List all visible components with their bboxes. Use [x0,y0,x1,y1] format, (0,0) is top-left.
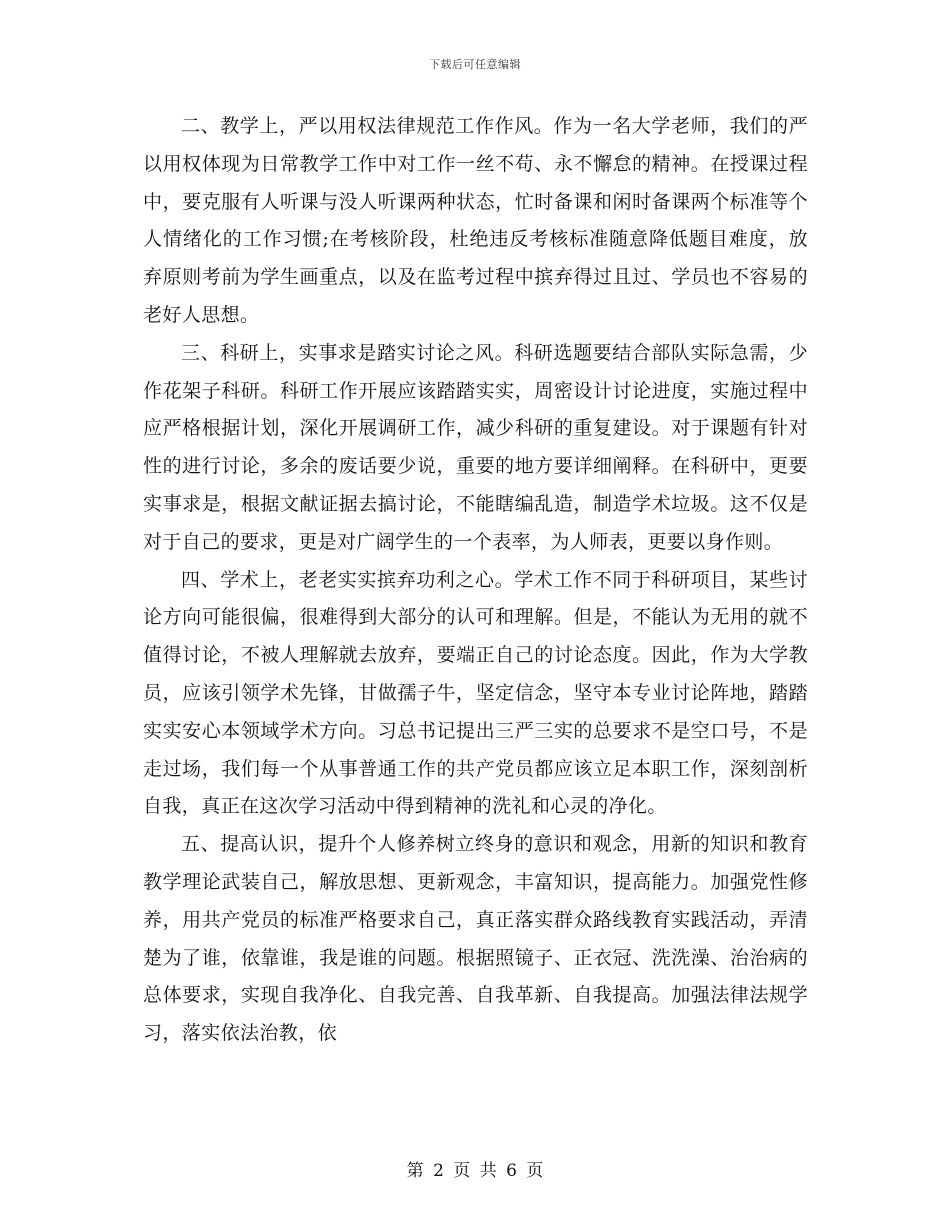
page-header: 下载后可任意编辑 [429,58,521,71]
paragraph-teaching: 二、教学上，严以用权法律规范工作作风。作为一名大学老师，我们的严以用权体现为日常教学工作中对工作一丝不苟、永不懈怠的精神。在授课过程中，要克服有人听课与没人听课两种状态，忙时备课和闲时备课两个标准等个人情绪化的工作习惯;在考核阶段，杜绝违反考核标准随意降低题目难度，放弃原则考前为学生画重点，以及在监考过程中摈弃得过且过、学员也不容易的老好人思想。 [143,115,808,326]
paragraph-academic: 四、学术上，老老实实摈弃功利之心。学术工作不同于科研项目，某些讨论方向可能很偏，很难得到大部分的认可和理解。但是，不能认为无用的就不值得讨论，不被人理解就去放弃，要端正自己的讨论态度。因此，作为大学教员，应该引领学术先锋，甘做孺子牛，坚定信念，坚守本专业讨论阵地，踏踏实实安心本领域学术方向。习总书记提出三严三实的总要求不是空口号，不是走过场，我们每一个从事普通工作的共产党员都应该立足本职工作，深刻剖析自我，真正在这次学习活动中得到精神的洗礼和心灵的净化。 [143,568,808,818]
page-number-footer: 第 2 页 共 6 页 [406,1161,544,1181]
document-body [143,108,808,1053]
paragraph-awareness: 五、提高认识，提升个人修养树立终身的意识和观念，用新的知识和教育教学理论武装自己，解放思想、更新观念，丰富知识，提高能力。加强党性修养，用共产党员的标准严格要求自己，真正落实群众路线教育实践活动，弄清楚为了谁，依靠谁，我是谁的问题。根据照镜子、正衣冠、洗洗澡、治治病的总体要求，实现自我净化、自我完善、自我革新、自我提高。加强法律法规学习，落实依法治教，依 [143,833,808,1045]
paragraph-research: 三、科研上，实事求是踏实讨论之风。科研选题要结合部队实际急需，少作花架子科研。科研工作开展应该踏踏实实，周密设计讨论进度，实施过程中应严格根据计划，深化开展调研工作，减少科研的重复建设。对于课题有针对性的进行讨论，多余的废话要少说，重要的地方要详细阐释。在科研中，更要实事求是，根据文献证据去搞讨论，不能瞎编乱造，制造学术垃圾。这不仅是对于自己的要求，更是对广阔学生的一个表率，为人师表，更要以身作则。 [143,341,808,553]
